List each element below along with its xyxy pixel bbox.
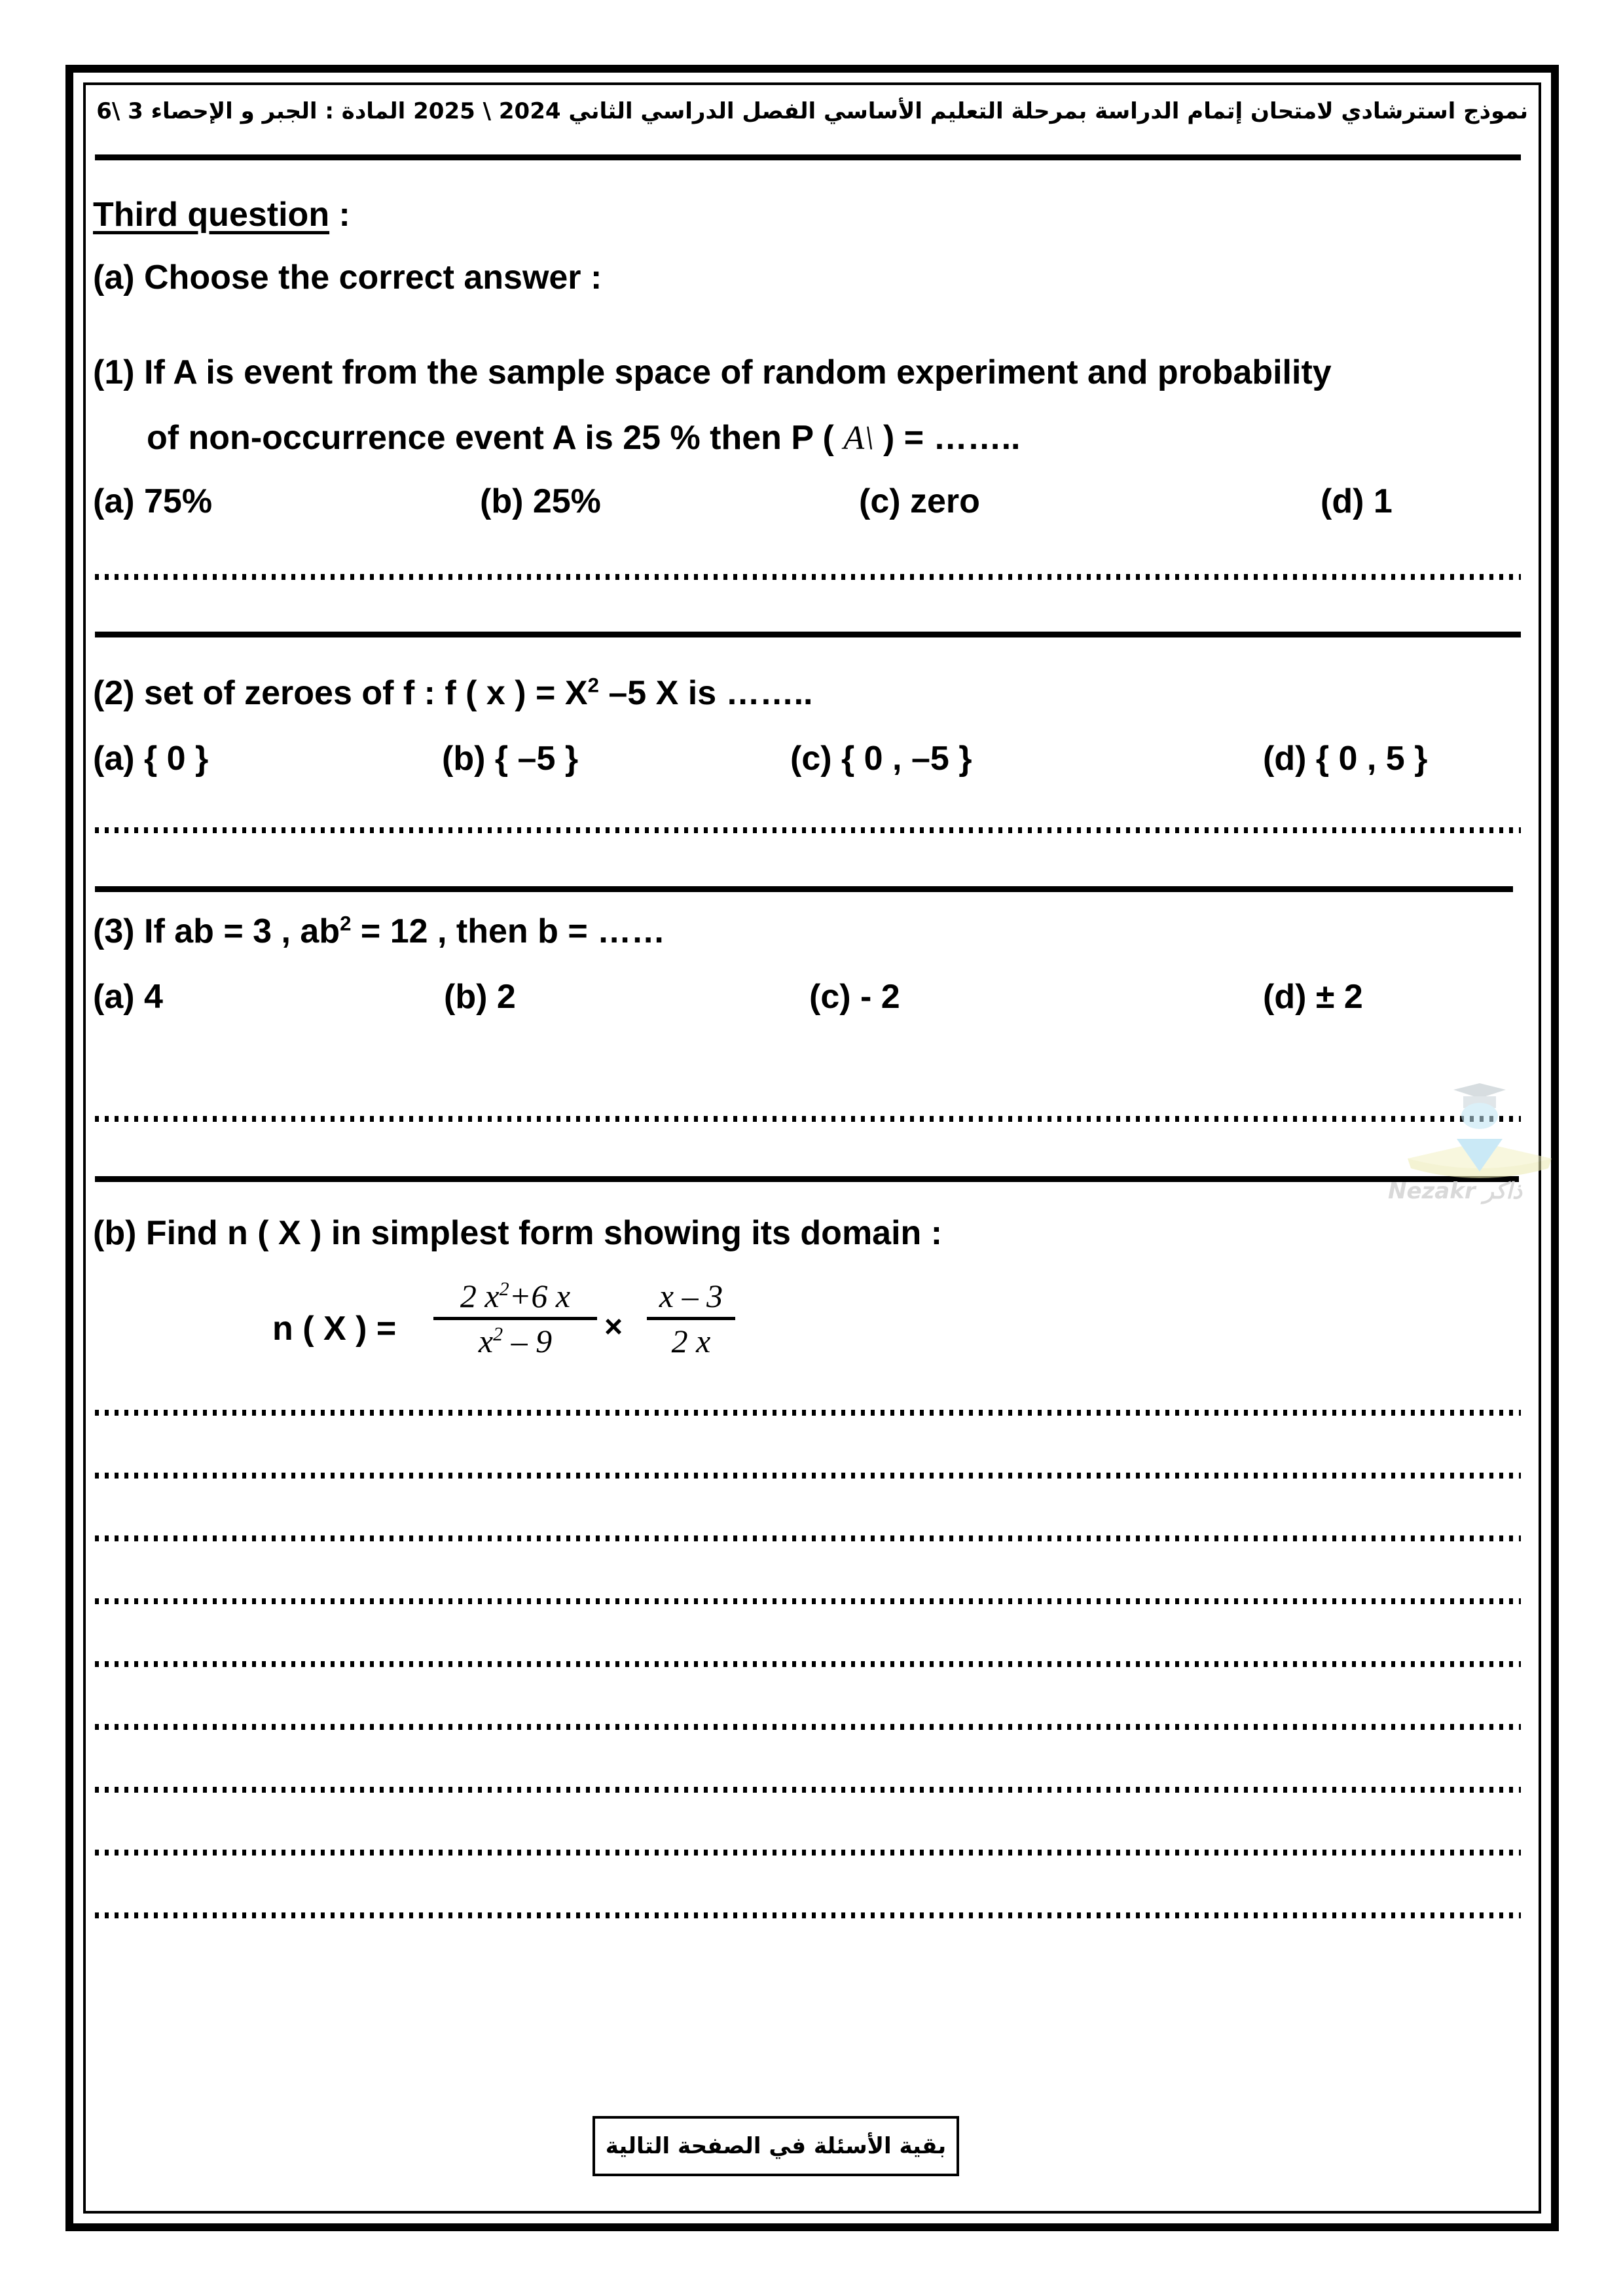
- question-3-blank: = 12 , then b = ……: [351, 912, 666, 950]
- section-title-colon: :: [329, 196, 350, 234]
- answer-line-3[interactable]: [95, 1535, 1521, 1541]
- answer-line-8[interactable]: [95, 1850, 1521, 1856]
- continue-note-box: بقية الأسئلة في الصفحة التالية: [593, 2116, 959, 2176]
- question-3-option-b[interactable]: (b) 2: [444, 978, 516, 1016]
- section-divider: [95, 886, 1513, 892]
- page-border-inner: [83, 82, 1541, 2214]
- answer-dotted-line: [95, 1116, 1521, 1122]
- question-1-blank: ) = ……..: [883, 419, 1021, 457]
- section-title-text: Third question: [93, 196, 330, 234]
- question-3-text: (3) If ab = 3 , ab: [93, 912, 340, 950]
- part-b-label: (b) Find n ( X ) in simplest form showing its domain :: [93, 1214, 943, 1252]
- answer-line-5[interactable]: [95, 1661, 1521, 1667]
- complement-symbol: A\: [843, 420, 874, 457]
- fraction-2-numerator: x – 3: [659, 1278, 723, 1314]
- question-3-option-a[interactable]: (a) 4: [93, 978, 163, 1016]
- question-2-option-d[interactable]: (d) { 0 , 5 }: [1263, 740, 1428, 778]
- fraction-1-numerator: 2 $x^2+6$ x: [460, 1278, 571, 1314]
- watermark-text: Nezakr ذاكر: [1388, 1178, 1523, 1204]
- question-1-text: of non-occurrence event A is 25 % then P (: [147, 419, 834, 457]
- exam-header: نموذج استرشادي لامتحان إتمام الدراسة بمرحلة التعليم الأساسي الفصل الدراسي الثاني 2024 \ 2025 المادة : الجبر و الإحصاء 3 \6: [96, 98, 1528, 124]
- answer-line-6[interactable]: [95, 1724, 1521, 1730]
- section-title: [93, 198, 350, 232]
- exponent: 2: [340, 912, 352, 935]
- expression-lhs: n ( X ) =: [272, 1310, 397, 1348]
- question-1-line-1: (1) If A is event from the sample space of random experiment and probability: [93, 353, 1332, 391]
- multiply-sign: ×: [604, 1310, 623, 1344]
- answer-line-2[interactable]: [95, 1473, 1521, 1479]
- question-2-stem: [93, 673, 813, 712]
- header-divider: [95, 154, 1521, 160]
- question-1-option-b[interactable]: (b) 25%: [480, 482, 601, 520]
- exponent: 2: [587, 673, 599, 697]
- fraction-bar: [433, 1317, 597, 1320]
- answer-line-4[interactable]: [95, 1598, 1521, 1604]
- fraction-2: [647, 1276, 735, 1361]
- part-a-label: (a) Choose the correct answer :: [93, 259, 602, 296]
- fraction-bar: [647, 1317, 735, 1320]
- question-3-option-c[interactable]: (c) - 2: [809, 978, 900, 1016]
- question-2-text: (2) set of zeroes of f : f ( x ) = X: [93, 674, 588, 712]
- fraction-1-denominator: $x^2 - 9$: [478, 1323, 553, 1359]
- question-1-option-a[interactable]: (a) 75%: [93, 482, 213, 520]
- question-2-blank: –5 X is ……..: [598, 674, 813, 712]
- question-3-option-d[interactable]: (d) ± 2: [1263, 978, 1363, 1016]
- question-1-option-c[interactable]: (c) zero: [859, 482, 980, 520]
- question-1-option-d[interactable]: (d) 1: [1321, 482, 1393, 520]
- section-divider: [95, 632, 1521, 637]
- section-divider: [95, 1176, 1519, 1182]
- fraction-2-denominator: 2 x: [671, 1323, 711, 1359]
- answer-line-9[interactable]: [95, 1912, 1521, 1918]
- answer-dotted-line: [95, 827, 1521, 833]
- answer-dotted-line: [95, 574, 1521, 580]
- answer-line-7[interactable]: [95, 1787, 1521, 1793]
- question-3-stem: [93, 914, 665, 948]
- answer-line-1[interactable]: [95, 1410, 1521, 1416]
- question-1-line-2: [147, 421, 1021, 456]
- fraction-1: [433, 1276, 597, 1361]
- question-2-option-b[interactable]: (b) { –5 }: [442, 740, 579, 778]
- question-2-option-a[interactable]: (a) { 0 }: [93, 740, 209, 778]
- question-2-option-c[interactable]: (c) { 0 , –5 }: [790, 740, 972, 778]
